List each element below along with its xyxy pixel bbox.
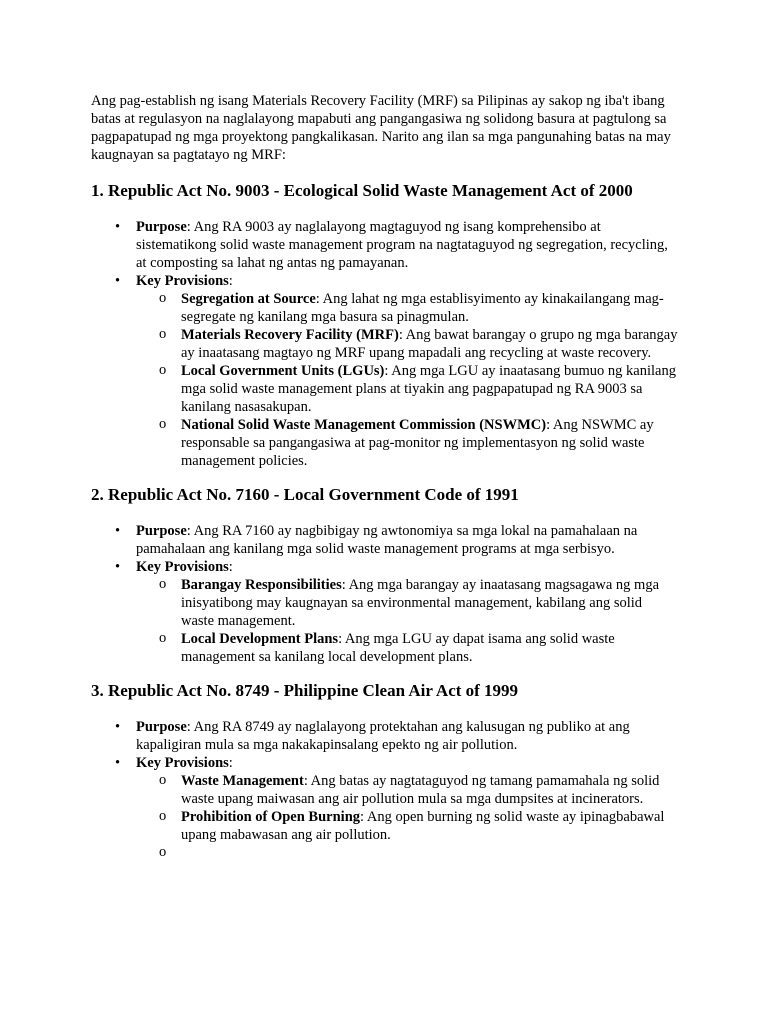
provision-item-empty xyxy=(136,844,678,862)
provision-label: National Solid Waste Management Commission (NSWMC) xyxy=(181,417,547,433)
sub-bullet: o xyxy=(159,576,167,592)
provision-text: : Ang mga LGU ay inaatasang bumuo ng kanilang mga solid waste management plans at tiyakin ang pagpapatupad ng RA 9003 sa kanilang nasasakupan. xyxy=(181,363,676,415)
provision-label: Materials Recovery Facility (MRF) xyxy=(181,327,399,343)
key-provisions-item xyxy=(91,754,678,862)
purpose-text: : Ang RA 9003 ay naglalayong magtaguyod ng isang komprehensibo at sistematikong solid waste management program na nagtataguyod ng segregation, recycling, at composting sa lahat ng antas ng pamayanan. xyxy=(136,219,668,271)
bullet: • xyxy=(115,273,121,289)
key-provisions-colon: : xyxy=(228,559,233,575)
sub-bullet: o xyxy=(159,416,167,432)
section-heading: 1. Republic Act No. 9003 - Ecological Solid Waste Management Act of 2000 xyxy=(91,181,633,200)
provision-item xyxy=(136,772,678,808)
provision-label: Local Government Units (LGUs) xyxy=(181,363,385,379)
bullet: • xyxy=(115,219,121,235)
provision-label: Waste Management xyxy=(181,773,304,789)
key-provisions-item xyxy=(91,272,678,470)
sub-bullet: o xyxy=(159,326,167,342)
provisions-list xyxy=(136,576,678,666)
provision-label: Barangay Responsibilities xyxy=(181,577,342,593)
provision-text: : Ang open burning ng solid waste ay ipinagbabawal upang mabawasan ang air pollution. xyxy=(181,809,665,843)
sub-bullet: o xyxy=(159,290,167,306)
provision-item xyxy=(136,290,678,326)
sub-bullet: o xyxy=(159,808,167,824)
purpose-item xyxy=(91,522,678,558)
provision-item xyxy=(136,630,678,666)
provision-text: : Ang mga barangay ay inaatasang magsagawa ng mga inisyatibong may kaugnayan sa environmental management, kabilang ang solid waste management. xyxy=(181,577,660,629)
section-list xyxy=(91,522,678,666)
purpose-text: : Ang RA 7160 ay nagbibigay ng awtonomiya sa mga lokal na pamahalaan na pamahalaan ang kanilang mga solid waste management programs at mga serbisyo. xyxy=(136,523,638,557)
purpose-text: : Ang RA 8749 ay naglalayong protektahan ang kalusugan ng publiko at ang kapaligiran mula sa mga nakakapinsalang epekto ng air pollution. xyxy=(136,719,630,753)
purpose-label: Purpose xyxy=(136,523,187,539)
key-provisions-colon: : xyxy=(228,755,233,771)
purpose-item xyxy=(91,218,678,272)
section-ra-9003 xyxy=(91,180,678,470)
provision-text: : Ang lahat ng mga establisyimento ay kinakailangang mag-segregate ng kanilang mga basura sa pinagmulan. xyxy=(181,291,664,325)
key-provisions-colon: : xyxy=(228,273,233,289)
key-provisions-item xyxy=(91,558,678,666)
provision-label: Prohibition of Open Burning xyxy=(181,809,361,825)
bullet: • xyxy=(115,559,121,575)
section-heading: 3. Republic Act No. 8749 - Philippine Clean Air Act of 1999 xyxy=(91,681,519,700)
section-ra-7160 xyxy=(91,484,678,666)
section-list xyxy=(91,718,678,862)
purpose-label: Purpose xyxy=(136,219,187,235)
sub-bullet: o xyxy=(159,630,167,646)
provision-item xyxy=(136,362,678,416)
provision-item xyxy=(136,808,678,844)
key-provisions-label: Key Provisions xyxy=(136,755,229,771)
purpose-item xyxy=(91,718,678,754)
provision-label: Local Development Plans xyxy=(181,631,339,647)
provision-text: : Ang batas ay nagtataguyod ng tamang pamamahala ng solid waste upang maiwasan ang air pollution mula sa mga dumpsites at incinerators. xyxy=(181,773,660,807)
provision-item xyxy=(136,576,678,630)
purpose-label: Purpose xyxy=(136,719,187,735)
provision-text: : Ang mga LGU ay dapat isama ang solid waste management sa kanilang local development plans. xyxy=(181,631,615,665)
key-provisions-label: Key Provisions xyxy=(136,273,229,289)
sub-bullet: o xyxy=(159,772,167,788)
sub-bullet: o xyxy=(159,362,167,378)
section-heading: 2. Republic Act No. 7160 - Local Government Code of 1991 xyxy=(91,485,519,504)
provision-text: : Ang bawat barangay o grupo ng mga barangay ay inaatasang magtayo ng MRF upang mapadali ang recycling at waste recovery. xyxy=(181,327,678,361)
sub-bullet: o xyxy=(159,844,167,860)
provision-text: : Ang NSWMC ay responsable sa pangangasiwa at pag-monitor ng implementasyon ng solid waste management policies. xyxy=(181,417,654,469)
bullet: • xyxy=(115,755,121,771)
provision-item xyxy=(136,416,678,470)
provision-item xyxy=(136,326,678,362)
intro-paragraph: Ang pag-establish ng isang Materials Recovery Facility (MRF) sa Pilipinas ay sakop ng iba't ibang batas at regulasyon na naglalayong mapabuti ang pangangasiwa ng solidong basura at pagtulong sa pagpapatupad ng mga proyektong pangkalikasan. Narito ang ilan sa mga pangunahing batas na may kaugnayan sa pagtatayo ng MRF: xyxy=(91,93,671,163)
bullet: • xyxy=(115,719,121,735)
provisions-list xyxy=(136,290,678,470)
bullet: • xyxy=(115,523,121,539)
section-list xyxy=(91,218,678,470)
provisions-list xyxy=(136,772,678,862)
provision-label: Segregation at Source xyxy=(181,291,316,307)
section-ra-8749 xyxy=(91,680,678,862)
key-provisions-label: Key Provisions xyxy=(136,559,229,575)
